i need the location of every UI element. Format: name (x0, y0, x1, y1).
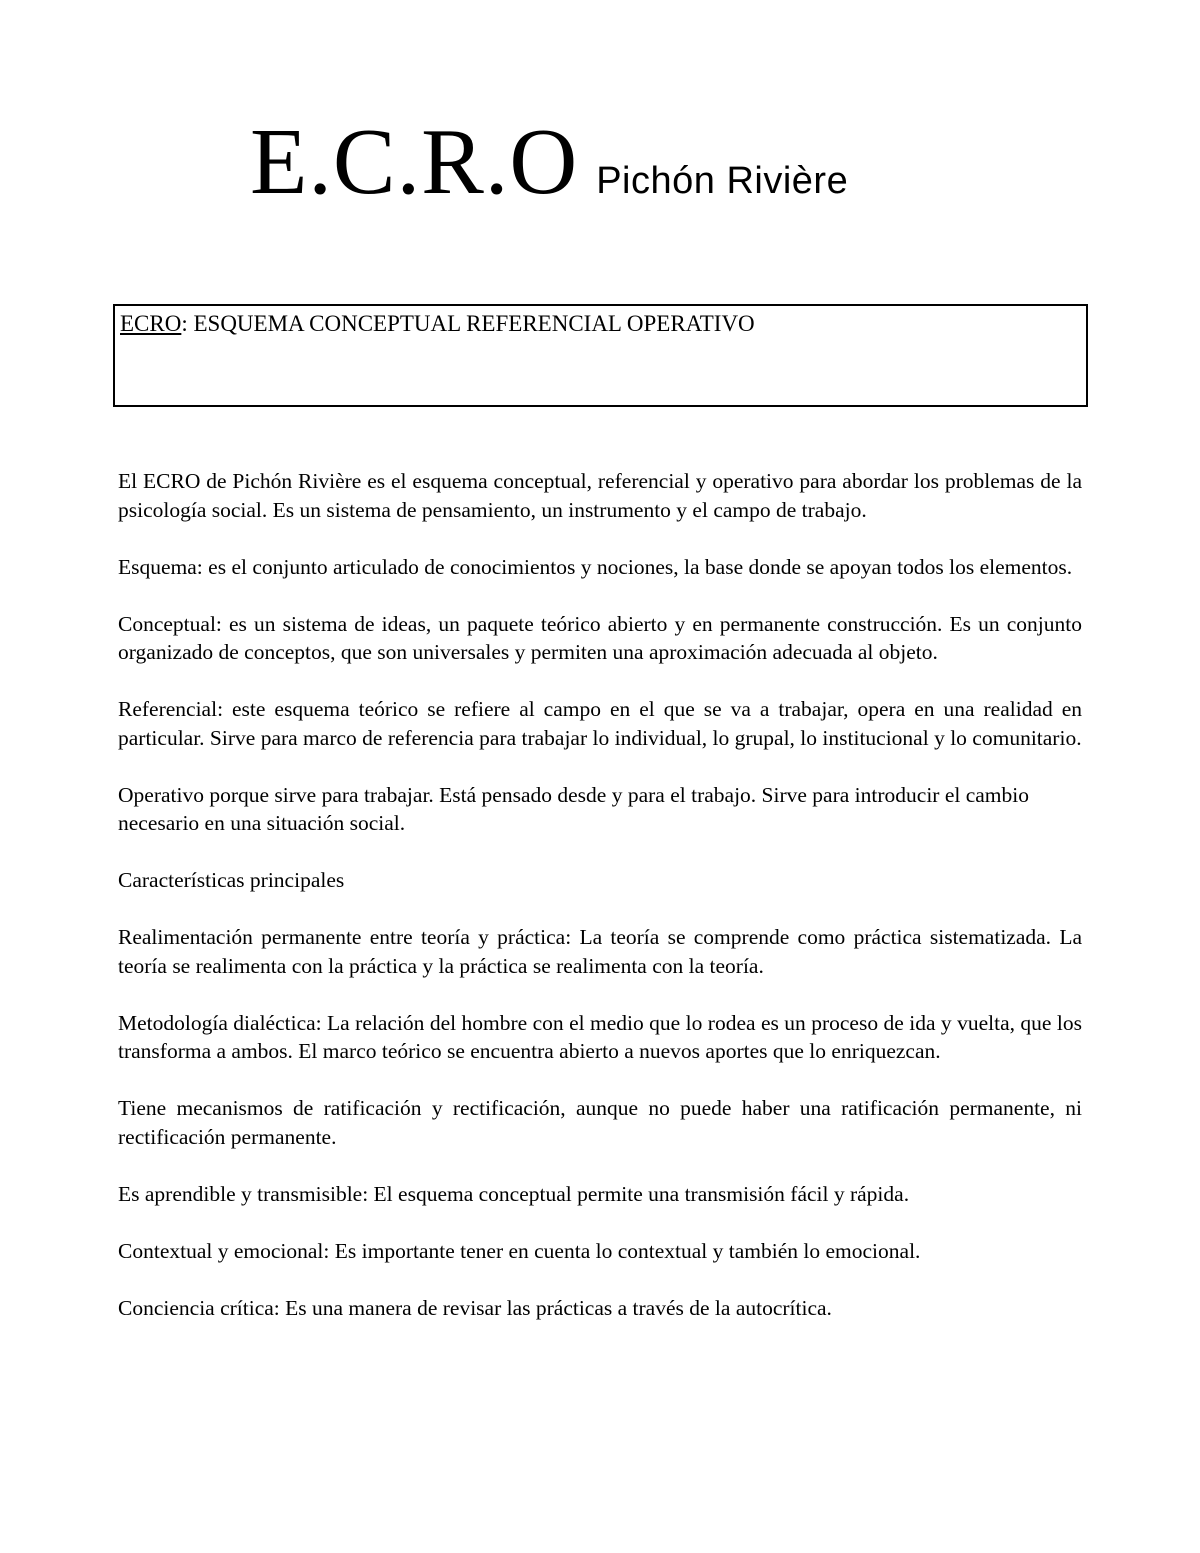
paragraph-realimentacion: Realimentación permanente entre teoría y práctica: La teoría se comprende como práctica sistematizada. La teoría se realimenta con la práctica y la práctica se realimenta con la teoría. (118, 925, 1082, 978)
definition-text (120, 310, 755, 338)
paragraph-intro: El ECRO de Pichón Rivière es el esquema conceptual, referencial y operativo para abordar los problemas de la psicología social. Es un sistema de pensamiento, un instrumento y el campo de trabajo. (118, 469, 1082, 522)
body-text (118, 467, 1082, 1351)
definition-separator: : (181, 311, 188, 336)
paragraph-referencial: Referencial: este esquema teórico se refiere al campo en el que se va a trabajar, opera en una realidad en particular. Sirve para marco de referencia para trabajar lo individual, lo grupal, lo institucional y lo comunitario. (118, 697, 1082, 750)
document-title (250, 112, 848, 212)
paragraph-aprendible: Es aprendible y transmisible: El esquema conceptual permite una transmisión fácil y rápida. (118, 1181, 910, 1206)
title-main: E.C.R.O (250, 110, 579, 214)
definition-expansion: ESQUEMA CONCEPTUAL REFERENCIAL OPERATIVO (187, 311, 755, 336)
definition-box (113, 304, 1088, 407)
paragraph-conciencia: Conciencia crítica: Es una manera de revisar las prácticas a través de la autocrítica. (118, 1295, 832, 1320)
paragraph-mecanismos: Tiene mecanismos de ratificación y rectificación, aunque no puede haber una ratificación permanente, ni rectificación permanente. (118, 1096, 1082, 1149)
paragraph-operativo: Operativo porque sirve para trabajar. Está pensado desde y para el trabajo. Sirve para introducir el cambio necesario en una situación social. (118, 782, 1029, 835)
section-heading-caracteristicas: Características principales (118, 868, 345, 892)
title-author: Pichón Rivière (596, 160, 849, 202)
paragraph-esquema: Esquema: es el conjunto articulado de conocimientos y nociones, la base donde se apoyan todos los elementos. (118, 554, 1073, 579)
paragraph-contextual: Contextual y emocional: Es importante tener en cuenta lo contextual y también lo emocional. (118, 1238, 921, 1263)
definition-term: ECRO (120, 311, 182, 336)
paragraph-metodologia: Metodología dialéctica: La relación del hombre con el medio que lo rodea es un proceso de ida y vuelta, que los transforma a ambos. El marco teórico se encuentra abierto a nuevos aportes que lo enriquezcan. (118, 1010, 1082, 1063)
paragraph-conceptual: Conceptual: es un sistema de ideas, un paquete teórico abierto y en permanente construcción. Es un conjunto organizado de conceptos, que son universales y permiten una aproximación adecuada al objeto. (118, 611, 1082, 664)
